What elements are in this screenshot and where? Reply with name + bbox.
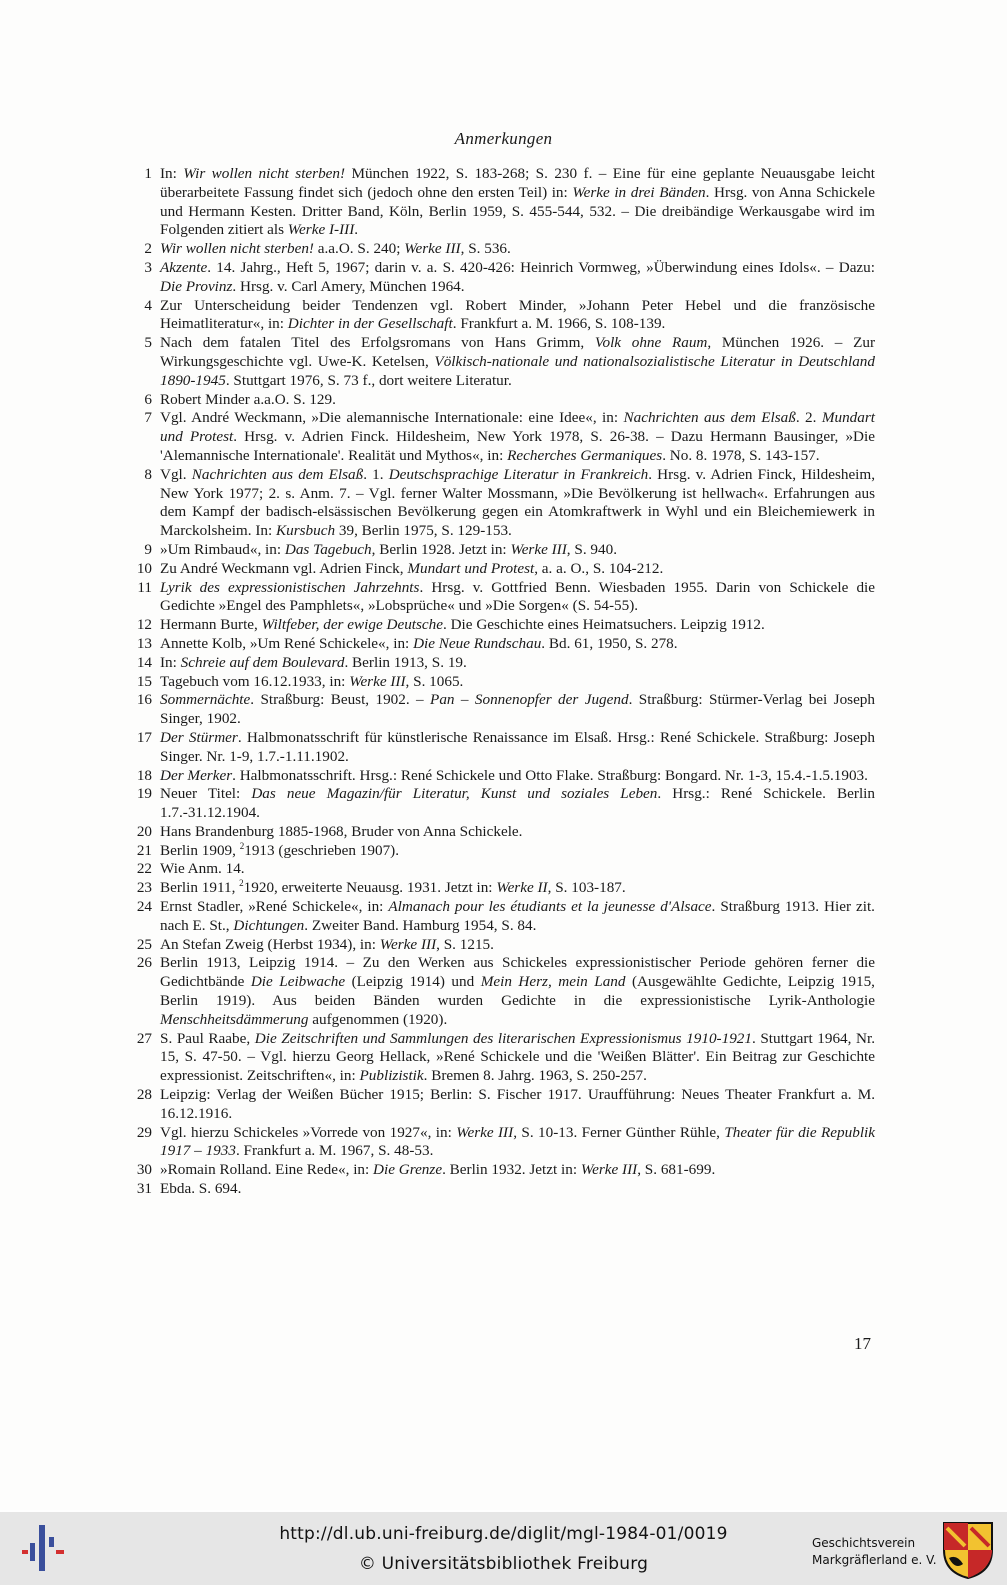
footnote-number: 4 [144, 296, 152, 314]
footnote [125, 860, 875, 879]
footnote-number: 17 [136, 728, 152, 746]
footnote-text: In: Schreie auf dem Boulevard. Berlin 1913, S. 19. [160, 653, 467, 671]
source-url-link[interactable]: http://dl.ub.uni-freiburg.de/diglit/mgl-1984-01/0019 [279, 1524, 728, 1544]
footnote-text: Hermann Burte, Wiltfeber, der ewige Deutsche. Die Geschichte eines Heimatsuchers. Leipzig 1912. [160, 616, 765, 634]
footnote-number: 20 [136, 822, 152, 840]
footnote [125, 1086, 875, 1124]
footnote [125, 259, 875, 297]
footnote-number: 23 [136, 879, 152, 897]
footnote-text: An Stefan Zweig (Herbst 1934), in: Werke III, S. 1215. [160, 935, 494, 953]
footnote [125, 466, 875, 541]
footnote-number: 11 [137, 578, 152, 596]
footnote-text: Tagebuch vom 16.12.1933, in: Werke III, S. 1065. [160, 672, 464, 690]
footnote [125, 823, 875, 842]
footnote [125, 334, 875, 390]
footnote [125, 1030, 875, 1086]
footnote [125, 673, 875, 692]
society-line-2: Markgräflerland e. V. [812, 1553, 937, 1567]
footnote-text: Robert Minder a.a.O. S. 129. [160, 390, 336, 408]
footnote-text: Sommernächte. Straßburg: Beust, 1902. – Pan – Sonnenopfer der Jugend. Straßburg: Stürmer-Verlag bei Joseph Singer, 1902. [160, 691, 875, 728]
footnote-text: Akzente. 14. Jahrg., Heft 5, 1967; darin v. a. S. 420-426: Heinrich Vormweg, »Überwindung eines Idols«. – Dazu: Die Provinz. Hrsg. v. Carl Amery, München 1964. [160, 258, 875, 295]
footnote-number: 22 [136, 860, 152, 878]
footnote-number: 24 [136, 898, 152, 916]
footnote-text: Der Stürmer. Halbmonatsschrift für künstlerische Renaissance im Elsaß. Hrsg.: René Schickele. Straßburg: Joseph Singer. Nr. 1-9, 1.7.-1.11.1902. [160, 728, 875, 765]
footnote-number: 6 [144, 390, 152, 408]
footnote-number: 3 [144, 258, 152, 276]
footnote-text: Wie Anm. 14. [160, 860, 245, 878]
footnote-text: Vgl. André Weckmann, »Die alemannische Internationale: eine Idee«, in: Nachrichten aus dem Elsaß. 2. Mundart und Protest. Hrsg. v. Adrien Finck. Hildesheim, New York 1978, S. 26-38. – Dazu Hermann Bausinger, »Die 'Alemannische Internationale'. Realität und Mythos«, in: Recherches Germaniques. No. 8. 1978, S. 143-157. [160, 409, 875, 464]
footnote [125, 1124, 875, 1162]
notes-list [125, 165, 875, 1199]
footnote [125, 767, 875, 786]
footnote-text: Vgl. hierzu Schickeles »Vorrede von 1927«, in: Werke III, S. 10-13. Ferner Günther Rühle, Theater für die Republik 1917 – 1933. Frankfurt a. M. 1967, S. 48-53. [160, 1123, 876, 1160]
footnote [125, 936, 875, 955]
footnote-text: »Romain Rolland. Eine Rede«, in: Die Grenze. Berlin 1932. Jetzt in: Werke III, S. 681-699. [160, 1161, 716, 1179]
footnote-text: Der Merker. Halbmonatsschrift. Hrsg.: René Schickele und Otto Flake. Straßburg: Bongard. Nr. 1-3, 15.4.-1.5.1903. [160, 766, 868, 784]
copyright-text: © Universitätsbibliothek Freiburg [358, 1554, 649, 1574]
page-number: 17 [854, 1334, 871, 1353]
footnote-text: S. Paul Raabe, Die Zeitschriften und Sammlungen des literarischen Expressionismus 1910-1921. Stuttgart 1964, Nr. 15, S. 47-50. – Vgl. hierzu Georg Hellack, »René Schickele und die 'Weißen Blätter'. Ein Beitrag zur Geschichte expressionist. Zeitschriften«, in: Publizistik. Bremen 8. Jahrg. 1963, S. 250-257. [160, 1029, 876, 1085]
footnote [125, 409, 875, 465]
footnote-number: 12 [136, 616, 152, 634]
footnote [125, 842, 875, 861]
footnote-text: Lyrik des expressionistischen Jahrzehnts. Hrsg. v. Gottfried Benn. Wiesbaden 1955. Darin von Schickele die Gedichte »Engel des Pamphlets«, »Lobsprüche« und »Die Sorgen« (S. 54-55). [160, 578, 875, 615]
footnote-number: 7 [144, 409, 152, 427]
footnote-text: In: Wir wollen nicht sterben! München 1922, S. 183-268; S. 230 f. – Eine für eine geplante Neuausgabe leicht überarbeitete Fassung findet sich (jedoch ohne den ersten Teil) in: Werke in drei Bänden. Hrsg. von Anna Schickele und Hermann Kesten. Dritter Band, Köln, Berlin 1959, S. 455-544, 532. – Die dreibändige Werkausgabe wird im Folgenden zitiert als Werke I-III. [160, 165, 875, 239]
footnote-number: 8 [144, 465, 152, 483]
footnote-text: Hans Brandenburg 1885-1968, Bruder von Anna Schickele. [160, 822, 523, 840]
footnote-text: Wir wollen nicht sterben! a.a.O. S. 240; Werke III, S. 536. [160, 240, 511, 258]
footnote-number: 29 [136, 1123, 152, 1141]
footnote-text: Nach dem fatalen Titel des Erfolgsromans von Hans Grimm, Volk ohne Raum, München 1926. – Zur Wirkungsgeschichte vgl. Uwe-K. Ketelsen, Völkisch-nationale und nationalsozialistische Literatur in Deutschland 1890-1945. Stuttgart 1976, S. 73 f., dort weitere Literatur. [160, 334, 875, 389]
coat-of-arms-icon [941, 1520, 995, 1580]
footnote [125, 579, 875, 617]
footnote [125, 729, 875, 767]
footnote-number: 19 [136, 785, 152, 803]
footnote [125, 879, 875, 898]
footnote-number: 30 [136, 1161, 152, 1179]
footnote-number: 27 [136, 1029, 152, 1047]
footnote-text: Leipzig: Verlag der Weißen Bücher 1915; Berlin: S. Fischer 1917. Uraufführung: Neues Theater Frankfurt a. M. 16.12.1916. [160, 1086, 875, 1122]
footnote [125, 541, 875, 560]
society-name [812, 1535, 937, 1569]
footnote-text: Berlin 1911, $^2$1920, erweiterte Neuausg. 1931. Jetzt in: Werke II, S. 103-187. [160, 878, 626, 897]
footnote-number: 25 [136, 935, 152, 953]
footnote-number: 26 [136, 954, 152, 972]
footnote-number: 2 [144, 240, 152, 258]
footnote [125, 560, 875, 579]
footnote-number: 10 [136, 559, 152, 577]
footnote [125, 954, 875, 1029]
footnote [125, 635, 875, 654]
footnote [125, 240, 875, 259]
footnote-text: Annette Kolb, »Um René Schickele«, in: Die Neue Rundschau. Bd. 61, 1950, S. 278. [160, 634, 678, 652]
footnote-number: 1 [144, 165, 152, 182]
footnote-text: Berlin 1913, Leipzig 1914. – Zu den Werken aus Schickeles expressionistischer Periode gehören ferner die Gedichtbände Die Leibwache (Leipzig 1914) und Mein Herz, mein Land (Ausgewählte Gedichte, Leipzig 1915, Berlin 1919). Aus beiden Bänden wurden Gedichte in die expressionistische Lyrik-Anthologie Menschheitsdämmerung aufgenommen (1920). [160, 954, 875, 1028]
footnote-number: 16 [136, 691, 152, 709]
footnote-text: Ernst Stadler, »René Schickele«, in: Almanach pour les étudiants et la jeunesse d'Alsace. Straßburg 1913. Hier zit. nach E. St., Dichtungen. Zweiter Band. Hamburg 1954, S. 84. [160, 898, 875, 934]
footnote-number: 15 [136, 672, 152, 690]
footnote-number: 5 [144, 334, 152, 352]
footnote-number: 18 [136, 766, 152, 784]
footnote-text: Ebda. S. 694. [160, 1180, 242, 1198]
footnote-number: 13 [136, 634, 152, 652]
footnote [125, 616, 875, 635]
footnote-text: Zur Unterscheidung beider Tendenzen vgl. Robert Minder, »Johann Peter Hebel und die französische Heimatliteratur«, in: Dichter in der Gesellschaft. Frankfurt a. M. 1966, S. 108-139. [160, 296, 875, 333]
society-line-1: Geschichtsverein [812, 1536, 916, 1550]
footnote-number: 9 [144, 540, 152, 558]
footnote [125, 297, 875, 335]
footnote [125, 165, 875, 240]
footnote-text: »Um Rimbaud«, in: Das Tagebuch, Berlin 1928. Jetzt in: Werke III, S. 940. [160, 540, 618, 558]
footnote [125, 654, 875, 673]
running-head: Anmerkungen [454, 129, 553, 148]
footnote-number: 21 [136, 841, 152, 859]
footnote-text: Zu André Weckmann vgl. Adrien Finck, Mundart und Protest, a. a. O., S. 104-212. [160, 559, 664, 577]
footnote [125, 898, 875, 936]
footer-bar [0, 1512, 1007, 1585]
footnote [125, 1180, 875, 1199]
footnote [125, 691, 875, 729]
footnote [125, 785, 875, 823]
footnote-text: Neuer Titel: Das neue Magazin/für Literatur, Kunst und soziales Leben. Hrsg.: René Schickele. Berlin 1.7.-31.12.1904. [160, 785, 875, 822]
footnote-number: 31 [136, 1180, 152, 1198]
footnote [125, 391, 875, 410]
footnote [125, 1161, 875, 1180]
footnote-number: 14 [136, 653, 152, 671]
footnote-text: Berlin 1909, $^2$1913 (geschrieben 1907). [160, 840, 400, 859]
footnote-number: 28 [136, 1086, 152, 1104]
footnote-text: Vgl. Nachrichten aus dem Elsaß. 1. Deutschsprachige Literatur in Frankreich. Hrsg. v. Adrien Finck, Hildesheim, New York 1977; 2. s. Anm. 7. – Vgl. ferner Walter Mossmann, »Die Bevölkerung ist hellwach«. Erfahrungen aus dem Kampf der badisch-elsässischen Bevölkerung gegen ein Atomkraftwerk in Wyhl und ein Bleichemiewerk in Marckolsheim. In: Kursbuch 39, Berlin 1975, S. 129-153. [160, 465, 876, 540]
